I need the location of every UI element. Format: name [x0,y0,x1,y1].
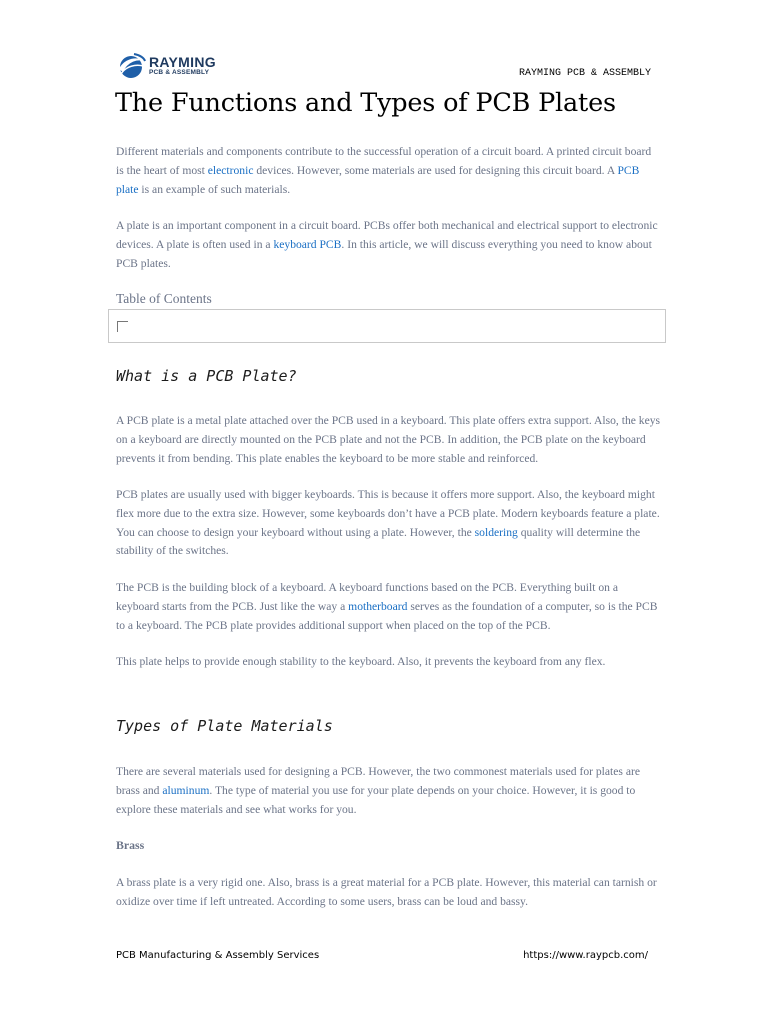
section1-paragraph-3: The PCB is the building block of a keyboard. A keyboard functions based on the PCB. Everything built on a keyboard starts from the PCB. Just like the way a motherboard serves as the foundation of a computer, so is the PCB to a keyboard. The PCB plate provides additional support when placed on the top of the PCB. [116,581,658,632]
section-heading-types-of-plate-materials: Types of Plate Materials [116,717,333,735]
subheading-brass: Brass [116,838,145,852]
pcb-plate-link[interactable]: PCB plate [116,163,640,196]
table-of-contents-box [108,309,666,343]
section1-paragraph-4: This plate helps to provide enough stability to the keyboard. Also, it prevents the keyboard from any flex. [116,655,606,668]
footer-website-url: https://www.raypcb.com/ [523,950,648,961]
toc-title: Table of Contents [116,291,212,306]
section1-paragraph-2: PCB plates are usually used with bigger keyboards. This is because it offers more support. Also, the keyboard might flex more due to the extra size. However, some keyboards don’t have a PCB plate. Modern keyboards feature a plate. You can choose to design your keyboard without using a plate. However, the soldering quality will determine the stability of the switches. [116,488,660,558]
header-company-name: RAYMING PCB & ASSEMBLY [518,68,651,79]
logo-subtitle: PCB & ASSEMBLY [149,69,210,76]
motherboard-link[interactable]: motherboard [348,599,408,613]
section2-paragraph-1: There are several materials used for designing a PCB. However, the two commonest materials used for plates are brass and aluminum. The type of material you use for your plate depends on your choice. However, it is good to explore these materials and see what works for you. [116,765,640,816]
intro-paragraph-2: A plate is an important component in a circuit board. PCBs offer both mechanical and electrical support to electronic devices. A plate is often used in a keyboard PCB. In this article, we will discuss everything you need to know about PCB plates. [116,219,658,270]
toc-toggle-icon[interactable] [117,321,128,332]
intro-paragraph-1: Different materials and components contribute to the successful operation of a circuit board. A printed circuit board is the heart of most electronic devices. However, some materials are used for designing this circuit board. A PCB plate is an example of such materials. [116,145,652,196]
section1-paragraph-1: A PCB plate is a metal plate attached over the PCB used in a keyboard. This plate offers extra support. Also, the keys on a keyboard are directly mounted on the PCB plate and not the PCB. In addition, the PCB plate on the keyboard prevents it from bending. This plate enables the keyboard to be more stable and reinforced. [116,414,661,465]
logo-name: RAYMING [149,54,216,70]
soldering-link[interactable]: soldering [474,525,518,539]
section2-paragraph-2: A brass plate is a very rigid one. Also, brass is a great material for a PCB plate. However, this material can tarnish or oxidize over time if left untreated. According to some users, brass can be loud and bassy. [116,876,657,908]
page-title: The Functions and Types of PCB Plates [115,88,616,118]
keyboard-pcb-link[interactable]: keyboard PCB [273,237,342,251]
aluminum-link[interactable]: aluminum [162,783,210,797]
rayming-logo [116,52,226,82]
footer-services: PCB Manufacturing & Assembly Services [116,950,320,961]
rayming-globe-icon [116,52,146,80]
section-heading-what-is-pcb-plate: What is a PCB Plate? [116,367,297,385]
electronic-link[interactable]: electronic [207,163,254,177]
